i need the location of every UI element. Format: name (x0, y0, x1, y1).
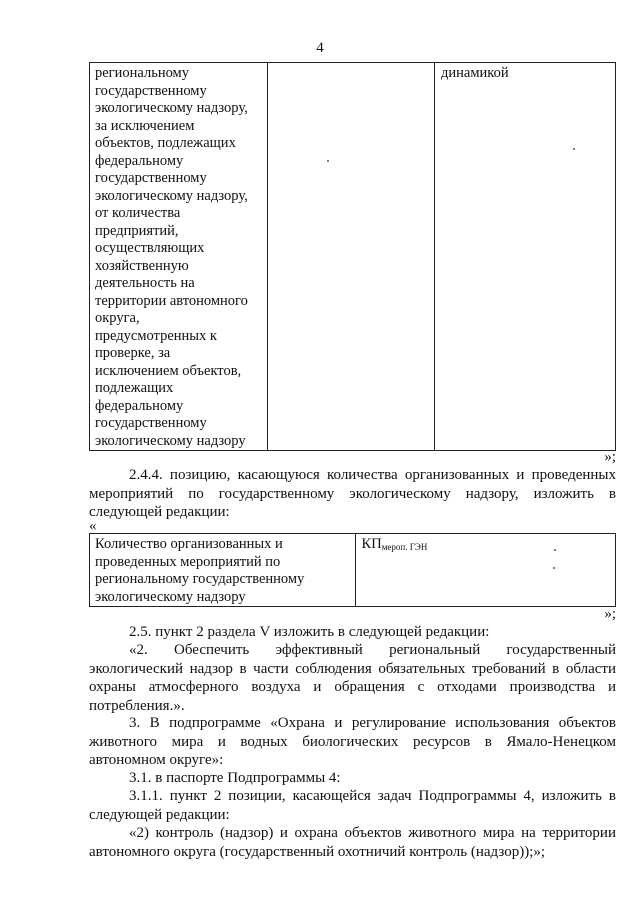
paragraph-2-5: 2.5. пункт 2 раздела V изложить в следующей редакции: (129, 624, 490, 640)
opening-quote: « (89, 518, 97, 534)
scan-speck (553, 567, 555, 569)
table2-col1-line: региональному государственному (95, 571, 305, 587)
table1-col1-line: государственному (95, 415, 207, 431)
paragraph-2-5-quote-rest: экологический надзор в части соблюдения обязательных требований в области охраны атмосферного воздуха и обращения с отходами производства и потребления.». (89, 660, 616, 714)
table1-col1-line: федеральному (95, 152, 184, 169)
paragraph-2-4-4: 2.4.4. позицию, касающуюся количества организованных и проведенных мероприятий по государственному экологическому надзору, изложить в следующей редакции: (89, 467, 616, 520)
events-table (89, 533, 616, 607)
page-number: 4 (316, 40, 324, 56)
table1-col1-line: от количества (95, 205, 181, 221)
table1-col1-line: осуществляющих (95, 240, 205, 256)
table2-col1-cell (90, 534, 356, 607)
paragraph-2-5-quote-first-line: «2. Обеспечить эффективный региональный государственный (129, 642, 616, 658)
table1-col3-cell: динамикой (435, 63, 616, 451)
table1-col1-text (95, 65, 264, 450)
table1-col1-line: федеральному (95, 397, 184, 414)
table2-col1-line: экологическому надзору (95, 588, 246, 605)
table1-col1-line: экологическому надзору, (95, 187, 248, 204)
indicator-subscript: мероп. ГЭН (381, 542, 428, 552)
table2-col2-cell (355, 534, 615, 607)
table1-col1-line: за исключением (95, 117, 195, 134)
table1-col1-line: предприятий, (95, 222, 179, 239)
table1-col1-line: государственному (95, 82, 207, 99)
table1-col1-line: территории автономного (95, 292, 248, 309)
table1-col1-line: государственному (95, 170, 207, 186)
indicator-symbol: КП (361, 536, 382, 552)
table2-col1-line: проведенных мероприятий по (95, 553, 281, 570)
table1-col1-line: экологическому надзору, (95, 100, 248, 116)
scan-speck (573, 148, 575, 150)
paragraph-3-1-1: 3.1.1. пункт 2 позиции, касающейся задач Подпрограммы 4, изложить в следующей редакции: (89, 788, 616, 823)
table1-col1-line: предусмотренных к (95, 327, 217, 344)
table1-col1-line: хозяйственную (95, 257, 189, 274)
table1-col2-cell (268, 63, 435, 451)
scan-speck (327, 160, 329, 162)
table1-col1-cell (90, 63, 268, 451)
table1-col1-line: округа, (95, 310, 140, 326)
table2-col1-text (95, 536, 351, 606)
table1-col1-line: деятельность на (95, 275, 195, 291)
closing-quote-2: »; (604, 606, 616, 622)
paragraph-3-1-1-quote: «2) контроль (надзор) и охрана объектов животного мира на территории автономного округа (государственный охотничий контроль (надзор));»; (89, 825, 616, 860)
paragraph-3: 3. В подпрограмме «Охрана и регулирование использования объектов животного мира и водных биологических ресурсов в Ямало-Ненецком автономном округе»: (89, 715, 616, 768)
table1-col1-line: исключением объектов, (95, 362, 242, 379)
scan-speck (554, 549, 556, 551)
table2-col1-line: Количество организованных и (95, 536, 283, 552)
table1-col1-line: экологическому надзору (95, 432, 246, 449)
indicator-table-continued (89, 62, 616, 451)
table1-col1-line: региональному (95, 65, 189, 81)
closing-quote-1: »; (604, 449, 616, 465)
table1-col1-line: подлежащих (95, 380, 174, 396)
table1-col1-line: объектов, подлежащих (95, 135, 236, 151)
paragraph-3-1: 3.1. в паспорте Подпрограммы 4: (129, 770, 341, 786)
paragraph-2-5-quote (89, 641, 616, 715)
table1-col1-line: проверке, за (95, 345, 171, 361)
